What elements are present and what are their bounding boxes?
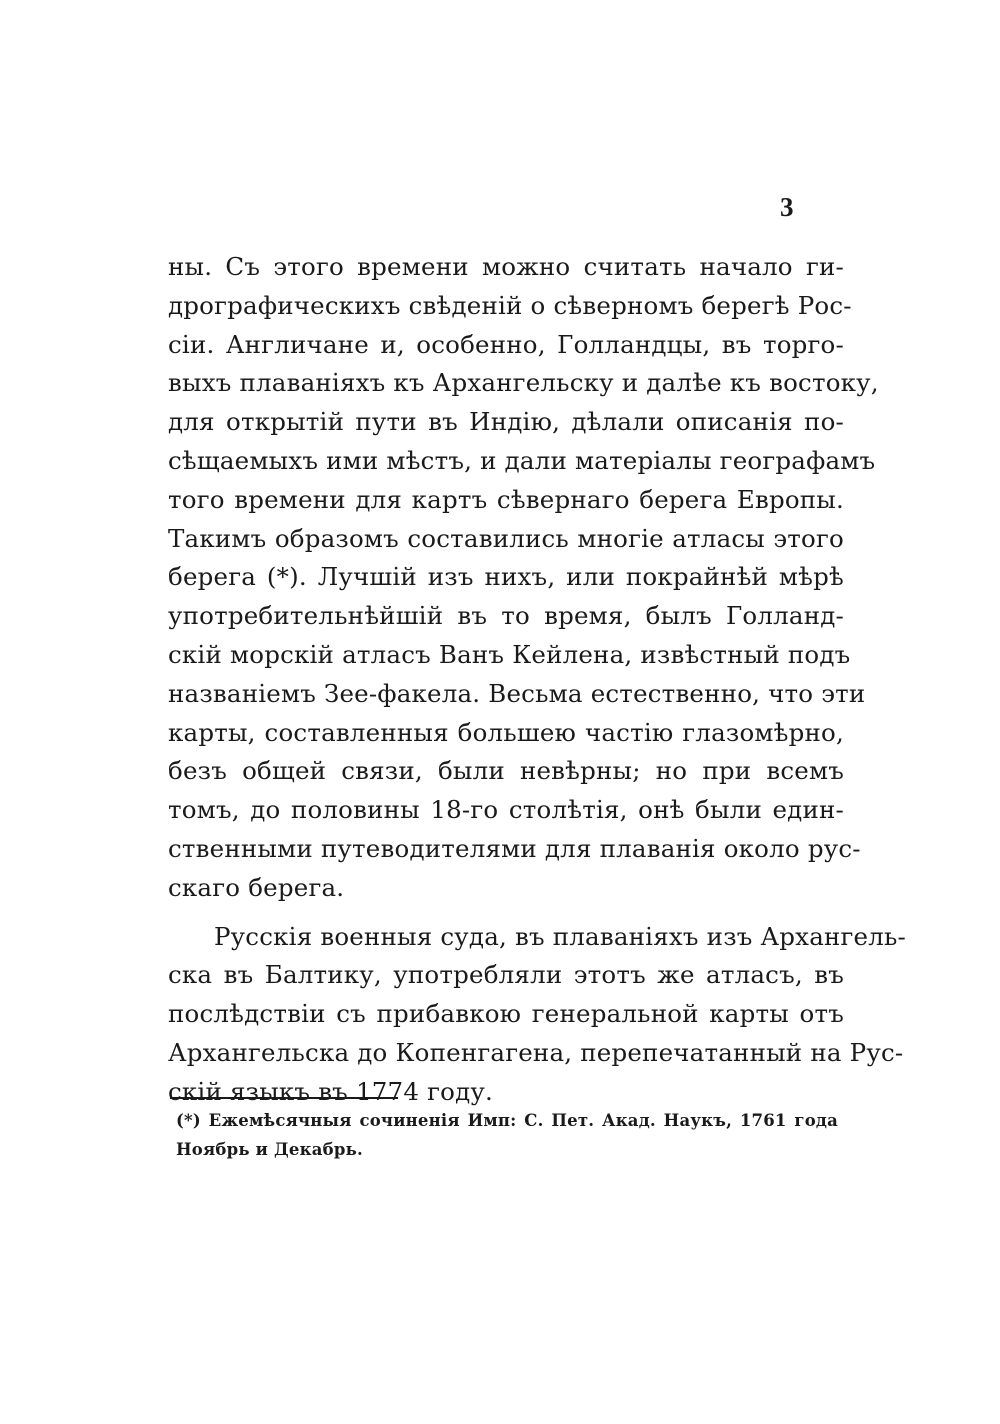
text-line: послѣдствіи съ прибавкою генеральной карты отъ <box>168 999 844 1029</box>
text-line: карты, составленныя большею частію глазомѣрно, <box>168 717 844 747</box>
paragraph-gap <box>168 908 844 918</box>
text-line: скій морскій атласъ Ванъ Кейлена, извѣстный подъ <box>168 639 851 669</box>
text-line: безъ общей связи, были невѣрны; но при всемъ <box>168 756 844 786</box>
text-line: Такимъ образомъ составились многіе атласы этого <box>168 523 844 553</box>
text-line: дрографическихъ свѣдeній о сѣверномъ берегѣ Рос- <box>168 290 852 320</box>
text-line: употребительнѣйшій въ то время, былъ Голланд- <box>168 601 844 631</box>
footnote-line: Ноябрь и Декабрь. <box>176 1140 363 1159</box>
body-text <box>168 248 907 1112</box>
footnote <box>176 1106 838 1164</box>
text-line: для открытій пути въ Индію, дѣлали описанія по- <box>168 407 844 437</box>
text-line: ска въ Балтику, употребляли этотъ же атласъ, въ <box>168 960 844 990</box>
text-line: сѣщаемыхъ ими мѣстъ, и дали матеріалы географамъ <box>168 445 876 475</box>
text-line: сіи. Англичане и, особенно, Голландцы, въ торго- <box>168 329 844 359</box>
text-line: того времени для картъ сѣвернаго берега Европы. <box>168 484 844 514</box>
footnote-divider <box>170 1097 398 1099</box>
text-line: берега (*). Лучшій изъ нихъ, или покрайнѣй мѣрѣ <box>168 562 844 592</box>
text-line: томъ, до половины 18-го столѣтія, онѣ были един- <box>168 795 844 825</box>
text-line: ны. Съ этого времени можно считать начало ги- <box>168 252 844 281</box>
text-line: скаго берега. <box>168 872 345 902</box>
text-line: ственными путеводителями для плаванія около рус- <box>168 833 861 863</box>
text-line: выхъ плаваніяхъ къ Архангельску и далѣе къ востоку, <box>168 368 879 398</box>
footnote-line: (*) Ежемѣсячныя сочиненія Имп: С. Пет. Акад. Наукъ, 1761 года <box>176 1111 838 1130</box>
text-line: Архангельска до Копенгагена, перепечатанный на Рус- <box>168 1037 904 1067</box>
page-number: 3 <box>780 192 794 222</box>
text-line: Русскія военныя суда, въ плаваніяхъ изъ Архангель- <box>214 921 907 951</box>
text-line: скій языкъ въ 1774 году. <box>168 1076 493 1106</box>
text-line: названіемъ Зее-факела. Весьма естественно, что эти <box>168 678 866 708</box>
